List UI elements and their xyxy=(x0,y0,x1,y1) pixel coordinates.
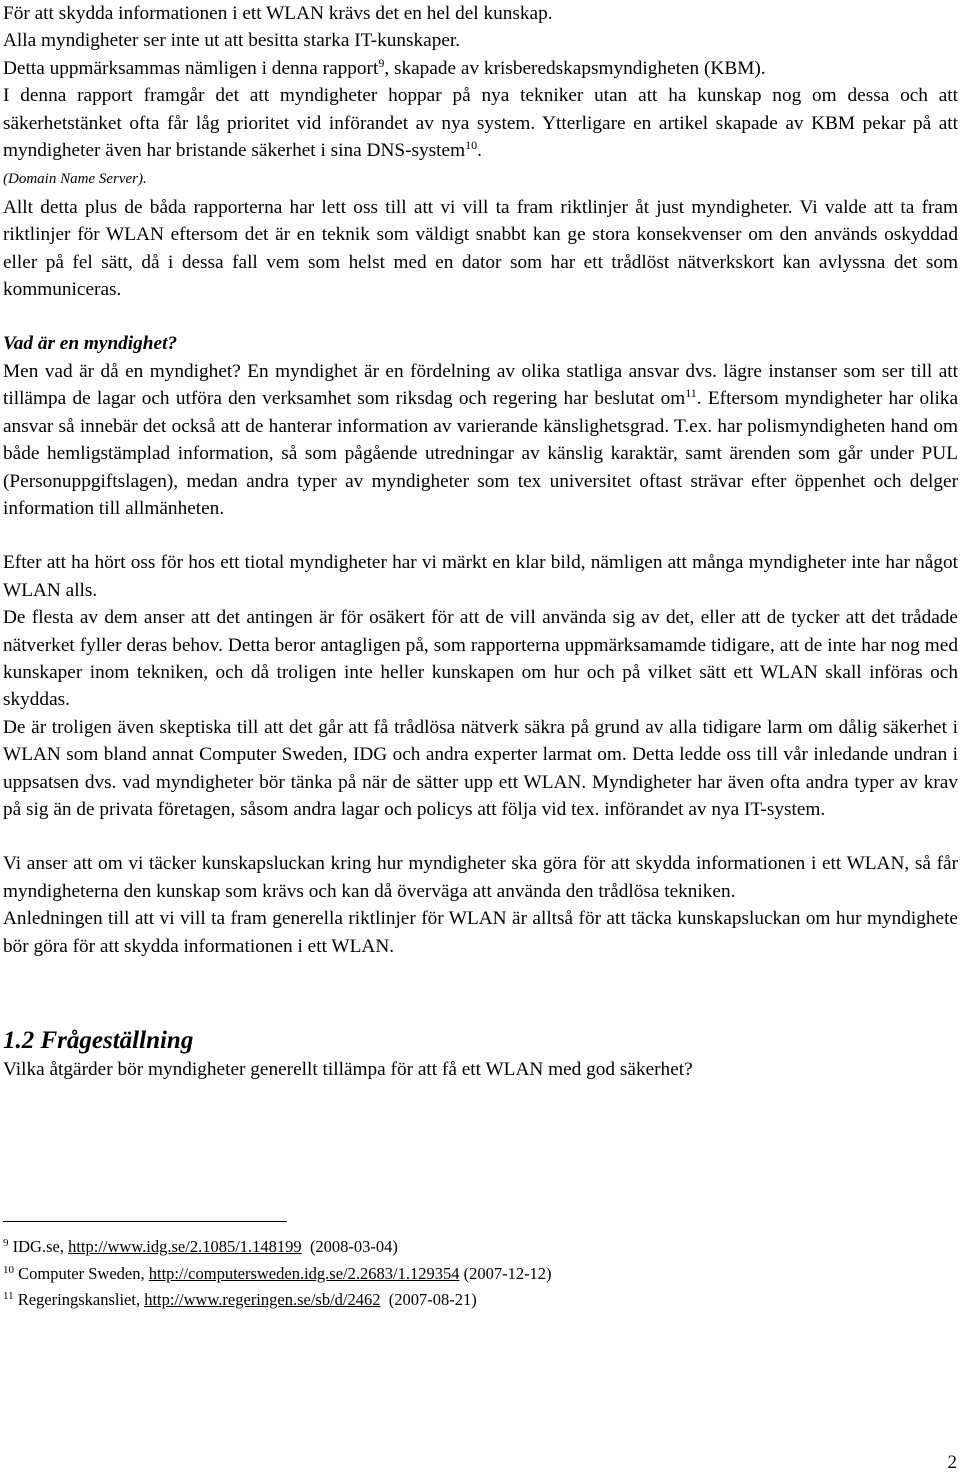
footnote-number: 10 xyxy=(3,1263,14,1276)
definition-text: Men vad är då en myndighet? En myndighet är en fördelning av olika statliga ansvar dvs. lägre instanser som ser till att tillämpa de lagar och utföra den verksamhet som riksdag och regering har beslutat om xyxy=(3,360,958,410)
dns-expansion: (Domain Name Server). xyxy=(3,171,147,188)
kbm-report-text: I denna rapport framgår det att myndigheter hoppar på nya tekniker utan att ha kunskap nog om dessa och att säkerhetstänket ofta får låg prioritet vid införandet av nya system. Ytterligare en artikel skapade av KBM pekar på att myndigheter även har bristande säkerhet i sina DNS-system xyxy=(3,85,958,162)
paragraph-reason: Anledningen till att vi vill ta fram generella riktlinjer för WLAN är alltså för att täcka kunskapsluckan om hur myndighete bör göra för att skydda informationen i ett WLAN. xyxy=(3,908,958,957)
footnote-source: Computer Sweden, xyxy=(18,1263,149,1283)
paragraph-knowledge-gap: Vi anser att om vi täcker kunskapsluckan kring hur myndigheter ska göra för att skydda informationen i ett WLAN, så får myndigheterna den kunskap som krävs och kan då överväga att använda den trådlösa tekniken. xyxy=(3,853,958,902)
section-heading-fragestallning: 1.2 Frågeställning xyxy=(3,1027,194,1054)
paragraph-opinions: De flesta av dem anser att det antingen är för osäkert för att de vill använda sig av det, eller att de tycker att det trådade nätverket fyller deras behov. Detta beror antagligen på, som rapporterna uppmärksamamde tidigare, att de inte har nog med kunskaper inom tekniken, och då troligen inte heller kunskapen om hur och på vilket sätt ett WLAN skall införas och skyddas. xyxy=(3,607,958,711)
footnote-link[interactable]: http://www.idg.se/2.1085/1.148199 xyxy=(68,1237,302,1256)
footnote-date: (2007-08-21) xyxy=(380,1290,477,1309)
footnote-link[interactable]: http://www.regeringen.se/sb/d/2462 xyxy=(144,1290,381,1309)
footnote-number: 9 xyxy=(3,1237,9,1249)
footnote-ref-9[interactable]: 9 xyxy=(378,55,385,70)
paragraph-kbm-report xyxy=(3,82,958,194)
footnote-date: (2007-12-12) xyxy=(459,1263,552,1283)
paragraph-survey: Efter att ha hört oss för hos ett tiotal myndigheter har vi märkt en klar bild, nämligen att många myndigheter inte har något WLAN alls. xyxy=(3,552,958,601)
intro-line-2: Alla myndigheter ser inte ut att besitta starka IT-kunskaper. xyxy=(3,30,461,52)
spacer xyxy=(3,823,958,850)
document-page xyxy=(3,0,958,1083)
footnote-ref-11[interactable]: 11 xyxy=(685,386,697,401)
page-number: 2 xyxy=(947,1452,957,1473)
kbm-report-period: . xyxy=(477,140,482,162)
footnote-11 xyxy=(3,1287,903,1314)
definition-text-cont: . Eftersom myndigheter har olika ansvar så innebär det också att de hanterar information av varierande känslighetsgrad. T.ex. har polismyndigheten hand om både hemligstämplad information, så som pågående utredningar av känslig karaktär, samt ärenden som går under PUL (Personuppgiftslagen), medan andra typer av myndigheter som tex universitet oftast strävar efter öppenhet och delger information till allmänheten. xyxy=(3,388,958,519)
intro-line-3: Detta uppmärksammas nämligen i denna rapport xyxy=(3,57,379,79)
spacer xyxy=(3,960,958,987)
footnote-10 xyxy=(3,1261,903,1288)
footnotes xyxy=(3,1234,903,1314)
spacer xyxy=(3,1014,958,1026)
footnote-9 xyxy=(3,1234,903,1261)
spacer xyxy=(3,303,958,330)
paragraph-research-question: Vilka åtgärder bör myndigheter generellt tillämpa för att få ett WLAN med god säkerhet? xyxy=(3,1059,693,1080)
paragraph-skepticism: De är troligen även skeptiska till att det går att få trådlösa nätverk säkra på grund av alla tidigare larm om dålig säkerhet i WLAN som bland annat Computer Sweden, IDG och andra experter larmat om. Detta ledde oss till vår inledande undran i uppsatsen dvs. vad myndigheter bör tänka på när de sätter upp ett WLAN. Myndigheter har även ofta andra typer av krav på sig än de privata företagen, såsom andra lagar och policys att följa vid tex. införandet av nya IT-system. xyxy=(3,716,958,820)
intro-line-1: För att skydda informationen i ett WLAN krävs det en hel del kunskap. xyxy=(3,3,553,24)
footnote-date: (2008-03-04) xyxy=(301,1237,398,1256)
paragraph-myndighet-definition xyxy=(3,358,958,522)
footnote-number: 11 xyxy=(3,1290,14,1302)
paragraph-motivation: Allt detta plus de båda rapporterna har lett oss till att vi vill ta fram riktlinjer åt just myndigheter. Vi valde att ta fram riktlinjer för WLAN eftersom det är en teknik som väldigt snabbt kan ge stora konsekvenser om den används oskyddad eller på fel sätt, då i dessa fall vem som helst med en dator som har ett trådlöst nätverkskort kan avlyssna det som kommuniceras. xyxy=(3,196,958,301)
paragraph-intro xyxy=(3,0,958,82)
footnote-link[interactable]: http://computersweden.idg.se/2.2683/1.129354 xyxy=(148,1263,460,1283)
footnote-source: Regeringskansliet, xyxy=(17,1290,145,1309)
subheading-myndighet: Vad är en myndighet? xyxy=(3,333,178,355)
footnote-ref-10[interactable]: 10 xyxy=(465,138,478,153)
spacer xyxy=(3,987,958,1014)
spacer xyxy=(3,522,958,549)
footnote-source: IDG.se, xyxy=(12,1237,69,1256)
footnote-divider xyxy=(3,1221,287,1222)
intro-line-3-end: , skapade av krisberedskapsmyndigheten (KBM). xyxy=(384,57,766,79)
